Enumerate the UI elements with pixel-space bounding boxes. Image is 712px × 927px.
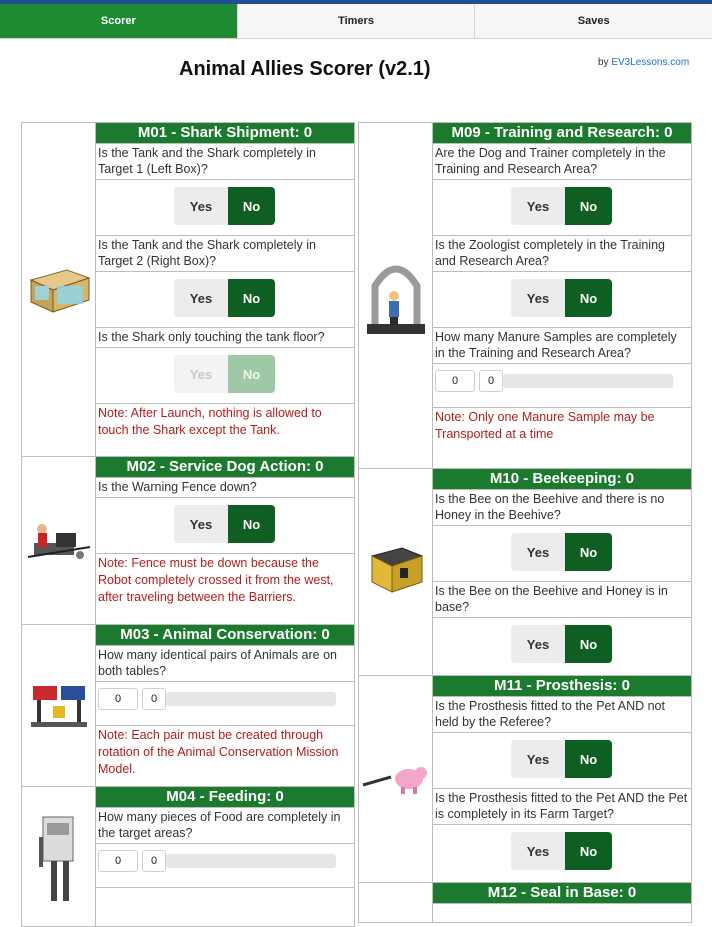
question-text: How many Manure Samples are completely in the Training and Research Area?: [433, 328, 691, 364]
yes-button: Yes: [174, 355, 228, 393]
mission-header: M10 - Beekeeping: 0: [433, 469, 691, 490]
beehive-model-icon: [364, 542, 428, 602]
yes-button[interactable]: Yes: [174, 505, 228, 543]
yes-button[interactable]: Yes: [511, 279, 565, 317]
mission-note: Note: Only one Manure Sample may be Transported at a time: [435, 410, 655, 441]
page-title: Animal Allies Scorer (v2.1): [179, 58, 431, 80]
mission-body: [433, 676, 691, 880]
tab-bar: [0, 4, 712, 39]
mission-image-cell: [359, 883, 433, 922]
no-button[interactable]: No: [228, 505, 275, 543]
yes-no-control-disabled: [96, 348, 354, 404]
number-slider-control: [433, 364, 691, 408]
yes-button[interactable]: Yes: [511, 832, 565, 870]
tab-timers[interactable]: Timers: [238, 4, 476, 38]
yes-no-control: [96, 180, 354, 236]
no-button[interactable]: No: [565, 625, 612, 663]
tab-saves[interactable]: Saves: [475, 4, 712, 38]
yes-button[interactable]: Yes: [174, 187, 228, 225]
no-button[interactable]: No: [565, 187, 612, 225]
question-text: Is the Prosthesis fitted to the Pet AND the Pet is completely in its Farm Target?: [433, 789, 691, 825]
yes-no-toggle: [511, 740, 612, 778]
mission-note: Note: After Launch, nothing is allowed to touch the Shark except the Tank.: [98, 406, 322, 437]
question-text: Is the Bee on the Beehive and there is no Honey in the Beehive?: [433, 490, 691, 526]
ev3lessons-link[interactable]: EV3Lessons.com: [611, 57, 690, 68]
mission-image-cell: [22, 625, 96, 786]
mission-m04: [21, 787, 355, 927]
yes-no-toggle: [511, 832, 612, 870]
mission-header: M11 - Prosthesis: 0: [433, 676, 691, 697]
number-input[interactable]: 0: [435, 370, 475, 392]
byline: [598, 57, 689, 68]
feeding-model-icon: [29, 807, 89, 907]
mission-header: M03 - Animal Conservation: 0: [96, 625, 354, 646]
yes-no-control: [433, 526, 691, 582]
question-text: Is the Zoologist completely in the Training and Research Area?: [433, 236, 691, 272]
byline-prefix: by: [598, 57, 612, 68]
yes-no-toggle: [511, 279, 612, 317]
mission-m12: [358, 883, 692, 923]
yes-no-control: [433, 618, 691, 673]
mission-body: [96, 123, 354, 440]
no-button[interactable]: No: [565, 533, 612, 571]
mission-header: M04 - Feeding: 0: [96, 787, 354, 808]
mission-m09: [358, 122, 692, 469]
animal-conservation-model-icon: [27, 676, 91, 736]
mission-body: [433, 883, 691, 904]
mission-m11: [358, 676, 692, 883]
number-slider-control: [96, 844, 354, 888]
no-button[interactable]: No: [565, 832, 612, 870]
question-text: Are the Dog and Trainer completely in the Training and Research Area?: [433, 144, 691, 180]
slider-track[interactable]: [166, 692, 336, 706]
number-slider-control: [96, 682, 354, 726]
mission-m03: [21, 625, 355, 787]
mission-note: Note: Each pair must be created through rotation of the Animal Conservation Mission Model.: [98, 728, 339, 776]
slider-thumb[interactable]: 0: [142, 688, 166, 710]
mission-image-cell: [22, 457, 96, 624]
no-button[interactable]: No: [565, 279, 612, 317]
slider-track[interactable]: [503, 374, 673, 388]
yes-no-control: [433, 825, 691, 880]
yes-no-toggle: [511, 187, 612, 225]
question-text: Is the Prosthesis fitted to the Pet AND not held by the Referee?: [433, 697, 691, 733]
question-text: Is the Bee on the Beehive and Honey is in base?: [433, 582, 691, 618]
no-button[interactable]: No: [228, 187, 275, 225]
mission-header: M09 - Training and Research: 0: [433, 123, 691, 144]
slider-track[interactable]: [166, 854, 336, 868]
mission-body: [96, 625, 354, 779]
mission-body: [433, 469, 691, 673]
training-arch-model-icon: [361, 246, 431, 346]
mission-image-cell: [359, 676, 433, 882]
tab-scorer[interactable]: Scorer: [0, 4, 238, 38]
yes-no-toggle: [511, 533, 612, 571]
yes-no-control: [433, 180, 691, 236]
yes-no-control: [433, 272, 691, 328]
mission-body: [96, 787, 354, 888]
no-button[interactable]: No: [228, 279, 275, 317]
question-text: Is the Shark only touching the tank floor?: [96, 328, 354, 348]
mission-image-cell: [22, 123, 96, 456]
service-dog-model-icon: [26, 513, 92, 569]
yes-no-toggle: [174, 187, 275, 225]
right-column: [358, 122, 692, 923]
yes-button[interactable]: Yes: [511, 625, 565, 663]
question-text: Is the Warning Fence down?: [96, 478, 354, 498]
mission-note: Note: Fence must be down because the Robot completely crossed it from the west, after traveling between the Barriers.: [98, 556, 334, 604]
no-button: No: [228, 355, 275, 393]
yes-no-control: [433, 733, 691, 789]
mission-image-cell: [22, 787, 96, 926]
mission-header: M12 - Seal in Base: 0: [433, 883, 691, 904]
question-text: Is the Tank and the Shark completely in Target 2 (Right Box)?: [96, 236, 354, 272]
mission-image-cell: [359, 469, 433, 675]
yes-no-control: [96, 498, 354, 554]
number-input[interactable]: 0: [98, 688, 138, 710]
mission-m01: [21, 122, 355, 457]
yes-button[interactable]: Yes: [511, 740, 565, 778]
question-text: How many identical pairs of Animals are on both tables?: [96, 646, 354, 682]
question-text: How many pieces of Food are completely in the target areas?: [96, 808, 354, 844]
yes-no-toggle: [174, 355, 275, 393]
number-input[interactable]: 0: [98, 850, 138, 872]
yes-button[interactable]: Yes: [511, 187, 565, 225]
yes-no-toggle: [174, 279, 275, 317]
yes-button[interactable]: Yes: [511, 533, 565, 571]
slider-thumb[interactable]: 0: [142, 850, 166, 872]
slider-thumb[interactable]: 0: [479, 370, 503, 392]
pig-prosthesis-model-icon: [361, 759, 431, 799]
mission-m02: [21, 457, 355, 625]
mission-image-cell: [359, 123, 433, 468]
shark-tank-model-icon: [27, 264, 91, 316]
yes-no-toggle: [174, 505, 275, 543]
left-column: [21, 122, 355, 927]
question-text: Is the Tank and the Shark completely in Target 1 (Left Box)?: [96, 144, 354, 180]
mission-body: [433, 123, 691, 444]
mission-m10: [358, 469, 692, 676]
mission-header: M02 - Service Dog Action: 0: [96, 457, 354, 478]
yes-no-control: [96, 272, 354, 328]
mission-body: [96, 457, 354, 607]
no-button[interactable]: No: [565, 740, 612, 778]
yes-no-toggle: [511, 625, 612, 663]
mission-header: M01 - Shark Shipment: 0: [96, 123, 354, 144]
yes-button[interactable]: Yes: [174, 279, 228, 317]
